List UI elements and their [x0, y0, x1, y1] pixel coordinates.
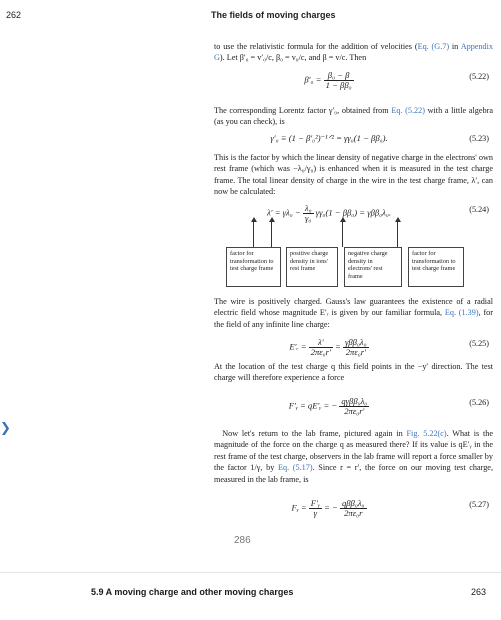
frac-numerator: λ′ [309, 338, 333, 348]
frac-denominator: γ [313, 508, 318, 518]
frac-denominator: γ₀ [305, 213, 312, 223]
paragraph-3: This is the factor by which the linear density of negative charge in the electrons' own rest frame (which was −λ₀/γ₀) is enhanced when it is measured in the test charge frame. The total linear density of charge in the wire in the test charge frame, λ′, can now be calculated: [214, 153, 493, 197]
frac-denominator: 2πε₀r′ [310, 347, 331, 357]
eq-fraction [309, 499, 322, 518]
annotation-box: factor for transformation to test charge frame [408, 247, 464, 287]
paragraph-1 [214, 41, 493, 64]
frac-numerator: β₀ − β [324, 71, 354, 81]
link-eq-g7[interactable]: Eq. (G.7) [417, 42, 450, 51]
arrow-up [397, 221, 398, 247]
page-number-top: 262 [6, 10, 22, 20]
frac-denominator: 2πε₀r [344, 508, 363, 518]
annotation-box: positive charge density in ions' rest frame [286, 247, 338, 287]
frac-denominator: 2πε₀r′ [344, 406, 365, 416]
equation-5-27 [214, 495, 493, 517]
frac-denominator: 2πε₀r′ [345, 347, 366, 357]
eq-body: γ′₀ ≡ (1 − β′₀²)⁻¹ᐟ² = γγ₀(1 − ββ₀). [270, 133, 388, 143]
equation-number: (5.25) [469, 339, 489, 348]
equation-number: (5.23) [469, 134, 489, 143]
equation-5-25: E′ᵣ = $\frac{\lambda'}{\text{2πε₀r′}}$ = $\frac{\text{γββ₀λ₀}}{\text{2πε₀r′}}$ (5.25) [289, 337, 489, 357]
text-span: Now let's return to the lab frame, pictured again in [222, 429, 407, 438]
link-appendix-g[interactable]: Appendix G [214, 42, 493, 63]
text-span: The wire is positively charged. Gauss's law guarantees the existence of a radial electric field whose magnitude E′ᵣ is given by our familiar formula, [214, 297, 493, 318]
text-span: . What is the magnitude of the force on the charge q as measured there? If its value is qE′ᵧ in the rest frame of the test charge, observers in the lab frame will report a force smaller by the factor 1/γ, by [214, 429, 493, 473]
eq-lhs: Fᵧ = [291, 502, 307, 513]
link-fig-5-22c[interactable]: Fig. 5.22(c) [406, 429, 447, 438]
link-eq-5-17[interactable]: Eq. (5.17) [277, 463, 313, 473]
eq-fraction [303, 204, 314, 223]
annotation-box: negative charge density in electrons' rest frame [344, 247, 402, 287]
frac-numerator: γββ₀λ₀ [345, 337, 367, 347]
text-span: The corresponding Lorentz factor γ′₀, obtained from [214, 106, 392, 115]
text-span: in [449, 42, 461, 51]
frac-numerator: qγββ₀λ₀ [341, 396, 368, 406]
eq-fraction [340, 499, 367, 518]
equation-5-26 [214, 393, 493, 415]
page-separator [0, 572, 501, 573]
frac-denominator: 1 − ββ₀ [325, 80, 352, 90]
eq-mid: = − [324, 502, 338, 513]
frac-numerator: qββ₀λ₀ [341, 498, 365, 508]
equation-5-22 [214, 67, 493, 89]
eq-lhs: E′ᵣ = [289, 341, 307, 352]
paragraph-6 [214, 428, 493, 485]
next-page-number: 263 [471, 587, 487, 597]
eq-rhs: γγ₀(1 − ββ₀) = γββ₀λ₀. [315, 207, 392, 218]
frac-numerator: λ₀ [304, 203, 312, 213]
text-span: to use the relativistic formula for the addition of velocities ( [214, 42, 418, 51]
text-span: . Since r = r′, the force on our moving test charge, measured in the lab frame, is [214, 463, 493, 484]
equation-5-23 [214, 129, 493, 151]
eq-lhs: β′₀ = [304, 74, 322, 85]
chevron-right-icon[interactable]: ❯ [0, 421, 11, 436]
eq-fraction [324, 71, 354, 90]
eq-lhs: λ′ = γλ₀ − [266, 207, 301, 218]
paragraph-4 [214, 296, 493, 330]
equation-number: (5.24) [469, 205, 489, 214]
equation-number: (5.27) [469, 500, 489, 509]
text-span: ). Let β′₀ = v′₀/c, β₀ = v₀/c, and β = v/c. Then [219, 53, 367, 63]
chapter-title: The fields of moving charges [211, 10, 336, 20]
paragraph-2 [214, 105, 493, 128]
reader-page-number: 286 [234, 535, 251, 546]
link-eq-5-22[interactable]: Eq. (5.22) [391, 106, 425, 115]
arrow-up [342, 221, 343, 247]
text-span: with a little algebra (as you can check), is [214, 106, 493, 127]
link-eq-1-39[interactable]: Eq. (1.39) [444, 308, 479, 318]
eq-fraction [309, 338, 333, 357]
eq-fraction [339, 397, 369, 416]
next-section-title: 5.9 A moving charge and other moving charges [91, 587, 294, 597]
paragraph-5: At the location of the test charge q this field points in the −y′ direction. The test charge will therefore experience a force [214, 362, 493, 383]
equation-number: (5.26) [469, 398, 489, 407]
arrow-up [253, 221, 254, 247]
annotation-box: factor for transformation to test charge frame [226, 247, 281, 287]
eq-lhs: F′ᵧ = qE′ᵧ = − [288, 400, 338, 411]
eq-fraction [343, 338, 369, 357]
arrow-up [271, 221, 272, 247]
frac-numerator: F′ᵧ [310, 498, 320, 508]
text-span: , for the field of any infinite line charge: [214, 308, 494, 329]
equation-number: (5.22) [469, 72, 489, 81]
